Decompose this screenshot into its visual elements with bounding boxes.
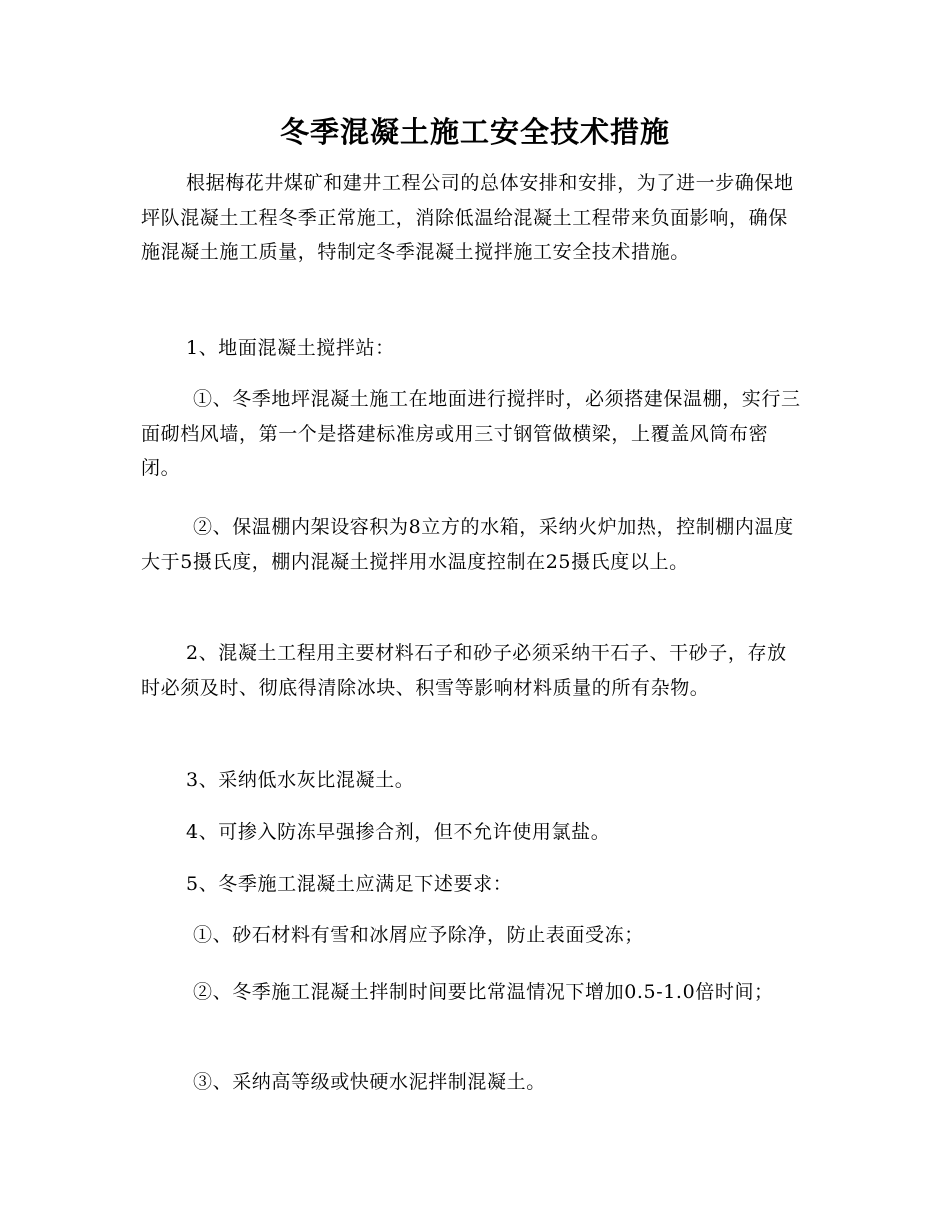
section-1-heading: 1、地面混凝土搅拌站： xyxy=(186,337,395,359)
section-4-paragraph: 4、可掺入防冻早强掺合剂，但不允许使用氯盐。 xyxy=(186,821,611,843)
section-5-item-2: ②、冬季施工混凝土拌制时间要比常温情况下增加0.5-1.0倍时间； xyxy=(193,981,774,1003)
section-2-paragraph: 2、混凝土工程用主要材料石子和砂子必须采纳干石子、干砂子，存放时必须及时、彻底得清除冰块、积雪等影响材料质量的所有杂物。 xyxy=(141,642,787,699)
section-3-paragraph: 3、采纳低水灰比混凝土。 xyxy=(186,769,415,791)
section-5-item-3: ③、采纳高等级或快硬水泥拌制混凝土。 xyxy=(193,1071,546,1093)
document-title: 冬季混凝土施工安全技术措施 xyxy=(279,115,670,149)
section-1-item-1: ①、冬季地坪混凝土施工在地面进行搅拌时，必须搭建保温棚，实行三面砌档风墙，第一个是搭建标准房或用三寸钢管做横梁，上覆盖风筒布密闭。 xyxy=(141,388,801,479)
section-5-heading: 5、冬季施工混凝土应满足下述要求： xyxy=(186,873,513,895)
intro-paragraph: 根据梅花井煤矿和建井工程公司的总体安排和安排，为了进一步确保地坪队混凝土工程冬季正常施工，消除低温给混凝土工程带来负面影响，确保施混凝土施工质量，特制定冬季混凝土搅拌施工安全技术措施。 xyxy=(141,172,794,263)
section-1-item-2: ②、保温棚内架设容积为8立方的水箱，采纳火炉加热，控制棚内温度大于5摄氏度，棚内混凝土搅拌用水温度控制在25摄氏度以上。 xyxy=(141,516,794,573)
section-5-item-1: ①、砂石材料有雪和冰屑应予除净，防止表面受冻； xyxy=(193,924,644,946)
